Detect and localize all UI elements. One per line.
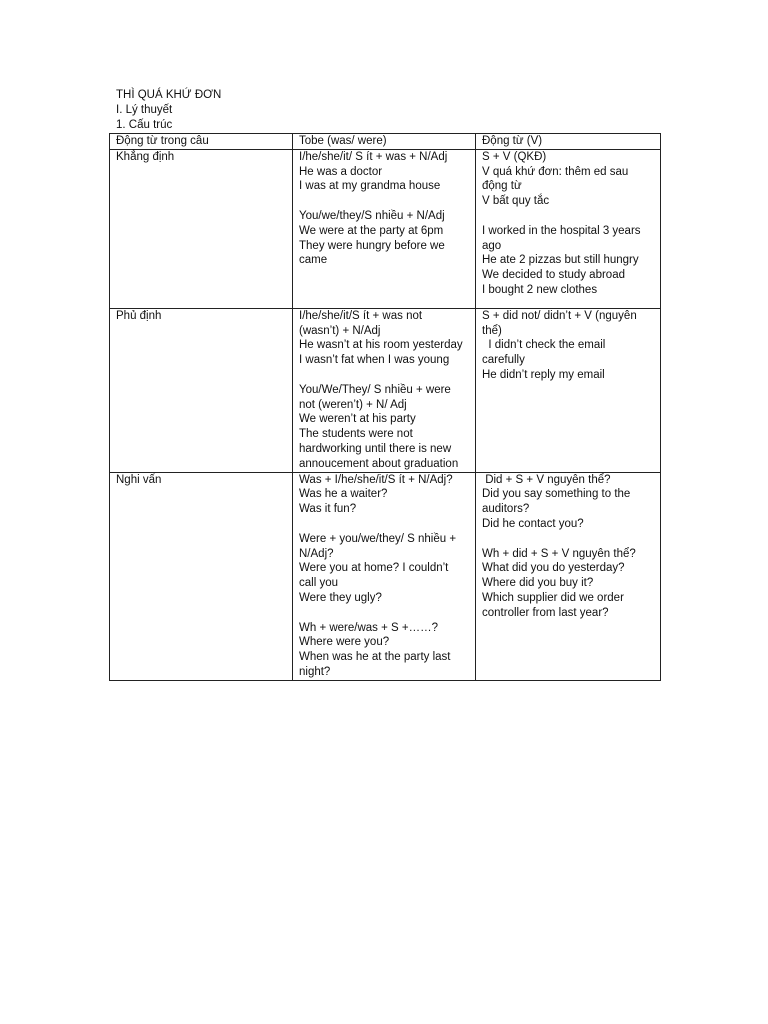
cell-text-line: Where did you buy it? (482, 577, 594, 590)
cell-text-line: What did you do yesterday? (482, 562, 625, 575)
cell-text-line: I bought 2 new clothes (482, 283, 598, 296)
blank-line (482, 209, 654, 224)
table-header-row (110, 134, 661, 150)
cell-text-line: N/Adj? (299, 547, 334, 560)
cell-text-line: thể) (482, 324, 502, 337)
cell-text-line: I worked in the hospital 3 years (482, 224, 641, 237)
cell-text-line: He was a doctor (299, 165, 383, 178)
cell-text-line: He ate 2 pizzas but still hungry (482, 254, 639, 267)
cell-text-line: Where were you? (299, 636, 390, 649)
cell-text-line: We weren’t at his party (299, 413, 416, 426)
row-label: Khẳng định (110, 149, 293, 308)
cell-text-line: We were at the party at 6pm (299, 224, 444, 237)
table-row-affirmative (110, 149, 661, 308)
cell-text-line: Was it fun? (299, 503, 357, 516)
table-row-interrogative (110, 472, 661, 680)
row-label: Nghi vấn (110, 472, 293, 680)
cell-text-line: I/he/she/it/ S ít + was + N/Adj (299, 150, 448, 163)
cell-text-line: Which supplier did we order (482, 591, 624, 604)
tobe-cell (293, 149, 476, 308)
verb-cell (476, 472, 661, 680)
tobe-cell (293, 308, 476, 472)
cell-text-line: (wasn’t) + N/Adj (299, 324, 381, 337)
cell-text-line: He wasn’t at his room yesterday (299, 339, 463, 352)
blank-line (299, 368, 469, 383)
cell-text-line: auditors? (482, 503, 530, 516)
subsection-heading: 1. Cấu trúc (116, 119, 173, 131)
cell-text-line: They were hungry before we (299, 239, 445, 252)
cell-text-line: ago (482, 239, 502, 252)
cell-text-line: Wh + were/was + S +……? (299, 621, 439, 634)
cell-text-line: V quá khứ đơn: thêm ed sau (482, 165, 629, 178)
cell-text-line: V bất quy tắc (482, 195, 550, 208)
blank-line (299, 194, 469, 209)
cell-text-line: When was he at the party last (299, 651, 451, 664)
grammar-table (109, 133, 661, 681)
cell-text-line: I was at my grandma house (299, 180, 441, 193)
cell-text-line: S + did not/ didn’t + V (nguyên (482, 309, 637, 322)
section-heading: I. Lý thuyết (116, 104, 173, 116)
blank-line (299, 606, 469, 621)
cell-text-line: Were + you/we/they/ S nhiều + (299, 532, 457, 545)
cell-text-line: came (299, 254, 328, 267)
cell-text-line: You/We/They/ S nhiều + were (299, 383, 451, 396)
cell-text-line: I wasn’t fat when I was young (299, 354, 450, 367)
cell-text-line: He didn’t reply my email (482, 368, 605, 381)
document-title: THÌ QUÁ KHỨ ĐƠN (116, 89, 222, 101)
cell-text-line: hardworking until there is new (299, 442, 452, 455)
verb-cell (476, 308, 661, 472)
cell-text-line: We decided to study abroad (482, 269, 625, 282)
header-verb-in-sentence: Động từ trong câu (110, 134, 293, 150)
tobe-cell (293, 472, 476, 680)
cell-text-line: động từ (482, 180, 522, 193)
cell-text-line: I/he/she/it/S ít + was not (299, 309, 423, 322)
cell-text-line: S + V (QKĐ) (482, 150, 547, 163)
cell-text-line: controller from last year? (482, 606, 609, 619)
cell-text-line: I didn’t check the email (482, 339, 606, 352)
cell-text-line: Did + S + V nguyên thể? (482, 473, 611, 486)
cell-text-line: Were they ugly? (299, 591, 382, 604)
cell-text-line: Was + I/he/she/it/S ít + N/Adj? (299, 473, 453, 486)
table-row-negative (110, 308, 661, 472)
cell-text-line: The students were not (299, 428, 413, 441)
cell-text-line: Were you at home? I couldn’t (299, 562, 449, 575)
cell-text-line: annoucement about graduation (299, 457, 459, 470)
cell-text-line: not (weren’t) + N/ Adj (299, 398, 407, 411)
cell-text-line: Wh + did + S + V nguyên thể? (482, 547, 636, 560)
cell-text-line: Did he contact you? (482, 517, 584, 530)
cell-text-line: call you (299, 577, 338, 590)
header-verb: Động từ (V) (476, 134, 661, 150)
row-label: Phủ định (110, 308, 293, 472)
cell-text-line: Was he a waiter? (299, 488, 388, 501)
cell-text-line: You/we/they/S nhiều + N/Adj (299, 209, 445, 222)
document-page (116, 88, 661, 681)
blank-line (299, 517, 469, 532)
cell-text-line: carefully (482, 354, 525, 367)
verb-cell (476, 149, 661, 308)
header-tobe: Tobe (was/ were) (293, 134, 476, 150)
blank-line (482, 532, 654, 547)
cell-text-line: Did you say something to the (482, 488, 631, 501)
cell-text-line: night? (299, 665, 331, 678)
